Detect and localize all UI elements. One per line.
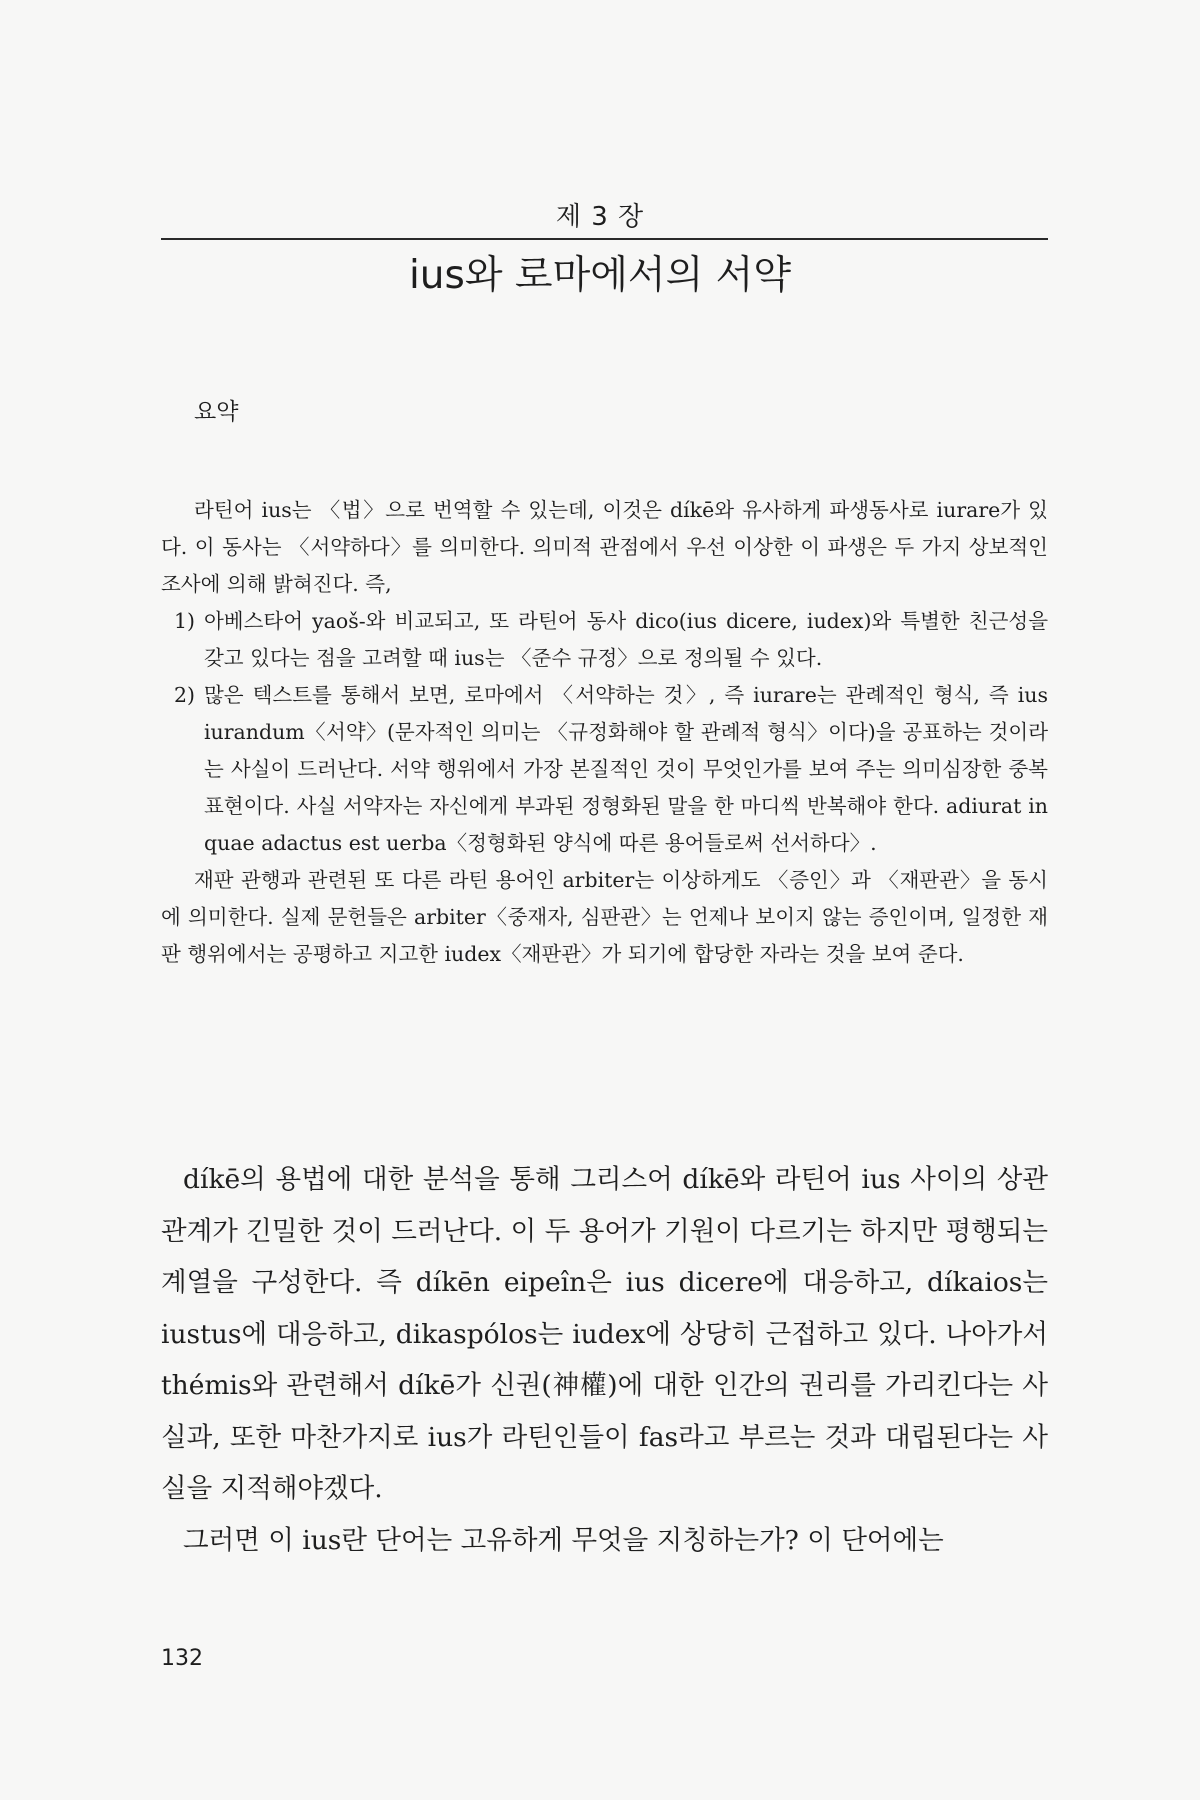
abstract-heading: 요약 [194,399,239,425]
list-item-text: 많은 텍스트를 통해서 보면, 로마에서 〈서약하는 것〉, 즉 iurare는 관례적인 형식, 즉 ius iurandum〈서약〉(문자적인 의미는 〈규정화해야 할 관례적 형식〉이다)을 공표하는 것이라는 사실이 드러난다. 서약 행위에서 가장 본질적인 것이 무엇인가를 보여 주는 의미심장한 중복 표현이다. 사실 서약자는 자신에게 부과된 정형화된 말을 한 마디씩 반복해야 한다. adiurat in quae adactus est uerba〈정형화된 양식에 따른 용어들로써 선서하다〉. [204,683,1048,855]
list-item-text: 아베스타어 yaoš-와 비교되고, 또 라틴어 동사 dico(ius dicere, iudex)와 특별한 친근성을 갖고 있다는 점을 고려할 때 ius는 〈준수 규정〉으로 정의될 수 있다. [204,609,1048,670]
abstract-list-item [161,603,1048,677]
abstract-intro: 라틴어 ius는 〈법〉으로 번역할 수 있는데, 이것은 díkē와 유사하게 파생동사로 iurare가 있다. 이 동사는 〈서약하다〉를 의미한다. 의미적 관점에서 우선 이상한 이 파생은 두 가지 상보적인 조사에 의해 밝혀진다. 즉, [161,498,1048,596]
body-text [161,1154,1048,1566]
chapter-rule [161,238,1048,240]
list-item-number: 1) [174,609,196,633]
chapter-number: 제 3 장 [555,202,645,232]
body-paragraph: 그러면 이 ius란 단어는 고유하게 무엇을 지칭하는가? 이 단어에는 [183,1524,944,1556]
abstract-block [161,492,1048,973]
abstract-list [161,603,1048,862]
body-paragraph: díkē의 용법에 대한 분석을 통해 그리스어 díkē와 라틴어 ius 사이의 상관 관계가 긴밀한 것이 드러난다. 이 두 용어가 기원이 다르기는 하지만 평행되는 계열을 구성한다. 즉 díkēn eipeîn은 ius dicere에 대응하고, díkaios는 iustus에 대응하고, dikaspólos는 iudex에 상당히 근접하고 있다. 나아가서 thémis와 관련해서 díkē가 신권(神權)에 대한 인간의 권리를 가리킨다는 사실과, 또한 마찬가지로 ius가 라틴인들이 fas라고 부르는 것과 대립된다는 사실을 지적해야겠다. [161,1164,1048,1504]
abstract-closing: 재판 관행과 관련된 또 다른 라틴 용어인 arbiter는 이상하게도 〈증인〉과 〈재판관〉을 동시에 의미한다. 실제 문헌들은 arbiter〈중재자, 심판관〉는 언제나 보이지 않는 증인이며, 일정한 재판 행위에서는 공평하고 지고한 iudex〈재판관〉가 되기에 합당한 자라는 것을 보여 준다. [161,868,1048,966]
page-number: 132 [161,1646,203,1671]
list-item-number: 2) [174,683,196,707]
abstract-list-item [161,677,1048,862]
chapter-title: ius와 로마에서의 서약 [408,253,792,298]
